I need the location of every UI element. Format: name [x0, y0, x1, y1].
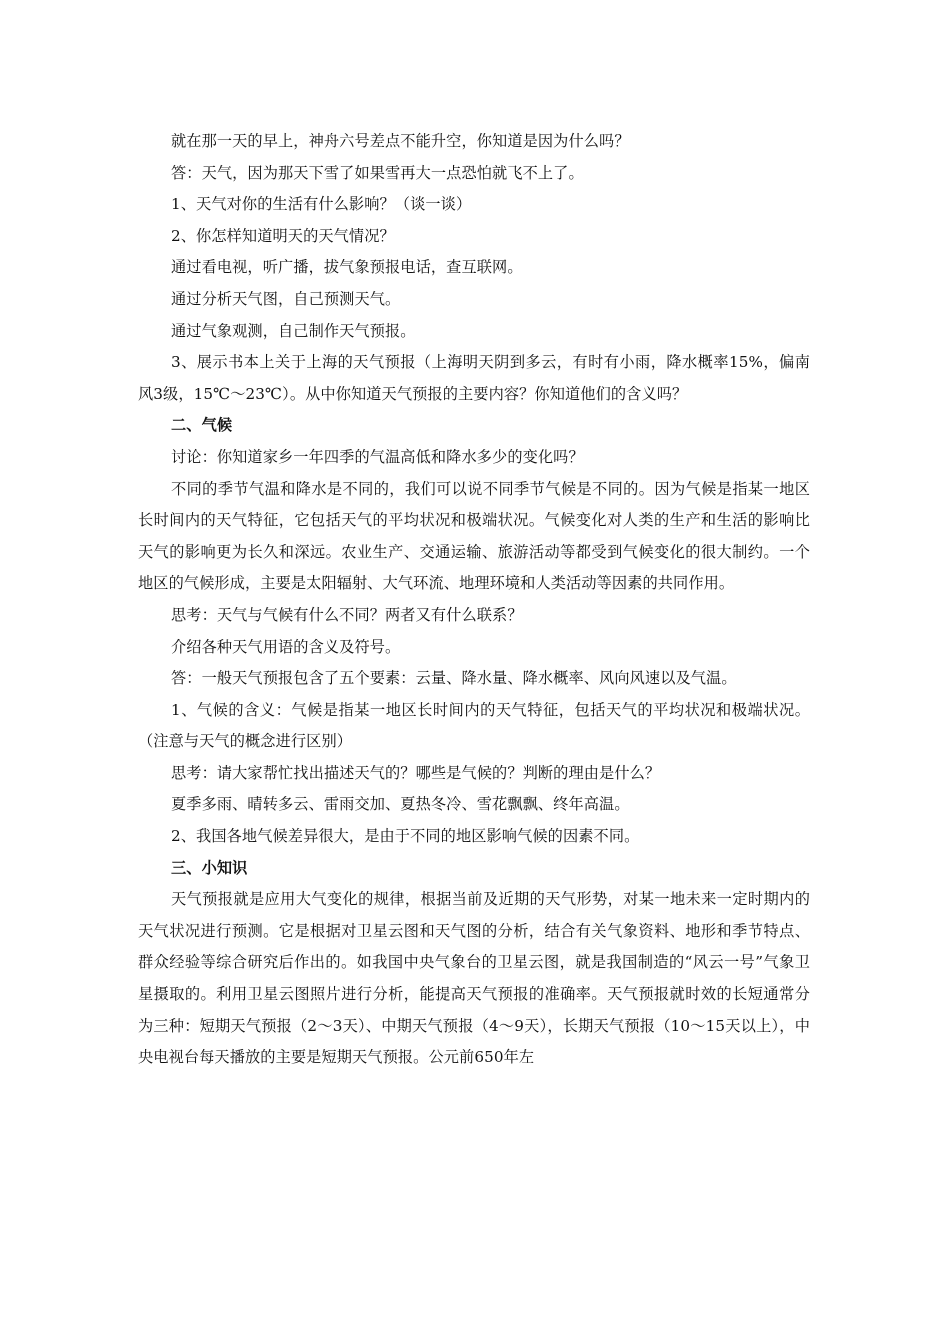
paragraph: 通过气象观测，自己制作天气预报。 [171, 321, 416, 340]
paragraph: 天气预报就是应用大气变化的规律，根据当前及近期的天气形势，对某一地未来一定时期内的天气状况进行预测。它是根据对卫星云图和天气图的分析，结合有关气象资料、地形和季节特点、群众经验等综合研究后作出的。如我国中央气象台的卫星云图，就是我国制造的“风云一号”气象卫星摄取的。利用卫星云图照片进行分析，能提高天气预报的准确率。天气预报就时效的长短通常分为三种：短期天气预报（2～3天）、中期天气预报（4～9天），长期天气预报（10～15天以上），中央电视台每天播放的主要是短期天气预报。公元前650年左 [138, 890, 810, 1067]
paragraph: 2、你怎样知道明天的天气情况？ [171, 226, 395, 245]
paragraph: 思考：请大家帮忙找出描述天气的？哪些是气候的？判断的理由是什么？ [171, 763, 661, 782]
paragraph: 不同的季节气温和降水是不同的，我们可以说不同季节气候是不同的。因为气候是指某一地区长时间内的天气特征，它包括天气的平均状况和极端状况。气候变化对人类的生产和生活的影响比天气的影响更为长久和深远。农业生产、交通运输、旅游活动等都受到气候变化的很大制约。一个地区的气候形成，主要是太阳辐射、大气环流、地理环境和人类活动等因素的共同作用。 [138, 479, 810, 593]
paragraph: 答：天气，因为那天下雪了如果雪再大一点恐怕就飞不上了。 [171, 163, 584, 182]
document-body [138, 126, 810, 1074]
paragraph: 思考：天气与气候有什么不同？两者又有什么联系？ [171, 605, 523, 624]
paragraph: 3、展示书本上关于上海的天气预报（上海明天阴到多云，有时有小雨，降水概率15%，偏南风3级，15℃～23℃）。从中你知道天气预报的主要内容？你知道他们的含义吗？ [138, 353, 810, 403]
paragraph: 夏季多雨、晴转多云、雷雨交加、夏热冬冷、雪花飘飘、终年高温。 [171, 795, 630, 814]
paragraph: 答：一般天气预报包含了五个要素：云量、降水量、降水概率、风向风速以及气温。 [171, 669, 737, 688]
section-heading: 二、气候 [171, 416, 233, 435]
paragraph: 2、我国各地气候差异很大，是由于不同的地区影响气候的因素不同。 [171, 827, 640, 846]
paragraph: 就在那一天的早上，神舟六号差点不能升空，你知道是因为什么吗？ [171, 132, 630, 150]
paragraph: 介绍各种天气用语的含义及符号。 [171, 637, 401, 656]
paragraph: 1、天气对你的生活有什么影响？（谈一谈） [171, 195, 472, 214]
section-heading: 三、小知识 [171, 858, 248, 877]
paragraph: 讨论：你知道家乡一年四季的气温高低和降水多少的变化吗？ [171, 447, 584, 466]
paragraph: 通过分析天气图，自己预测天气。 [171, 289, 401, 308]
paragraph: 通过看电视，听广播，拔气象预报电话，查互联网。 [171, 258, 523, 277]
paragraph: 1、气候的含义：气候是指某一地区长时间内的天气特征，包括天气的平均状况和极端状况。（注意与天气的概念进行区别） [138, 700, 810, 751]
